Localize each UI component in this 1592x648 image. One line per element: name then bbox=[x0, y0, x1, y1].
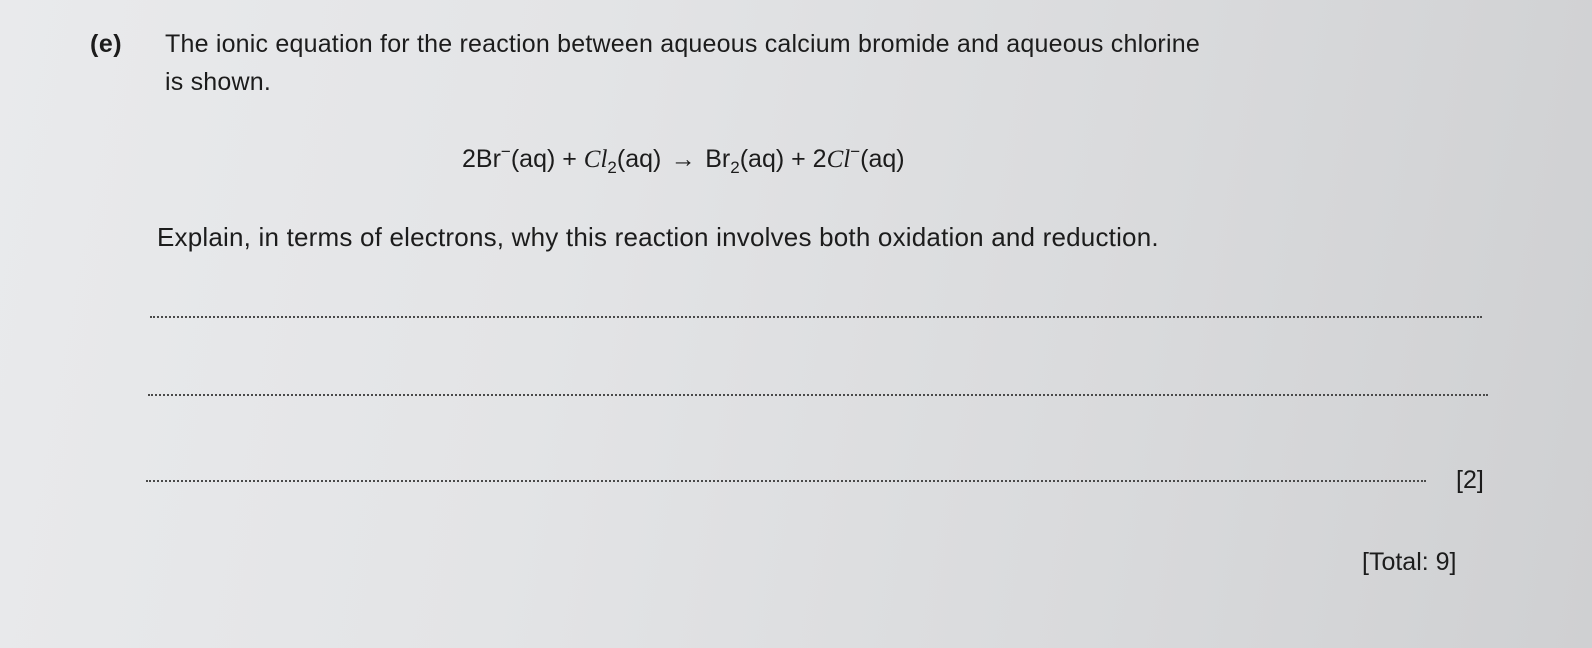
ionic-equation bbox=[462, 142, 905, 178]
bromine-subscript: 2 bbox=[730, 158, 740, 177]
equation-term-chlorine bbox=[583, 145, 617, 177]
total-marks: [Total: 9] bbox=[1362, 548, 1457, 576]
equation-state-4: (aq) bbox=[860, 145, 905, 173]
question-stem-line-1: The ionic equation for the reaction between aqueous calcium bromide and aqueous chlorine bbox=[165, 30, 1200, 58]
question-stem-line-2: is shown. bbox=[165, 68, 272, 96]
equation-term-bromine bbox=[698, 145, 740, 177]
equation-charge-bromide: − bbox=[500, 142, 511, 161]
equation-term-bromide: 2Br bbox=[462, 145, 501, 173]
answer-line-3[interactable] bbox=[146, 480, 1426, 482]
reaction-arrow-icon: → bbox=[670, 145, 696, 173]
answer-line-1[interactable] bbox=[150, 316, 1482, 318]
equation-state-2: (aq) bbox=[616, 145, 669, 173]
equation-charge-chloride: − bbox=[850, 142, 861, 161]
question-label: (e) bbox=[90, 30, 123, 58]
answer-line-2[interactable] bbox=[148, 394, 1488, 396]
chlorine-subscript: 2 bbox=[607, 158, 617, 177]
chlorine-symbol: Cl bbox=[583, 146, 608, 173]
equation-state-1: (aq) + bbox=[510, 145, 584, 173]
bromine-symbol: Br bbox=[698, 145, 731, 173]
marks-indicator: [2] bbox=[1456, 466, 1484, 494]
equation-state-3: (aq) + 2 bbox=[739, 145, 827, 173]
chloride-symbol: Cl bbox=[826, 146, 851, 173]
question-prompt: Explain, in terms of electrons, why this reaction involves both oxidation and reduction. bbox=[157, 222, 1159, 252]
